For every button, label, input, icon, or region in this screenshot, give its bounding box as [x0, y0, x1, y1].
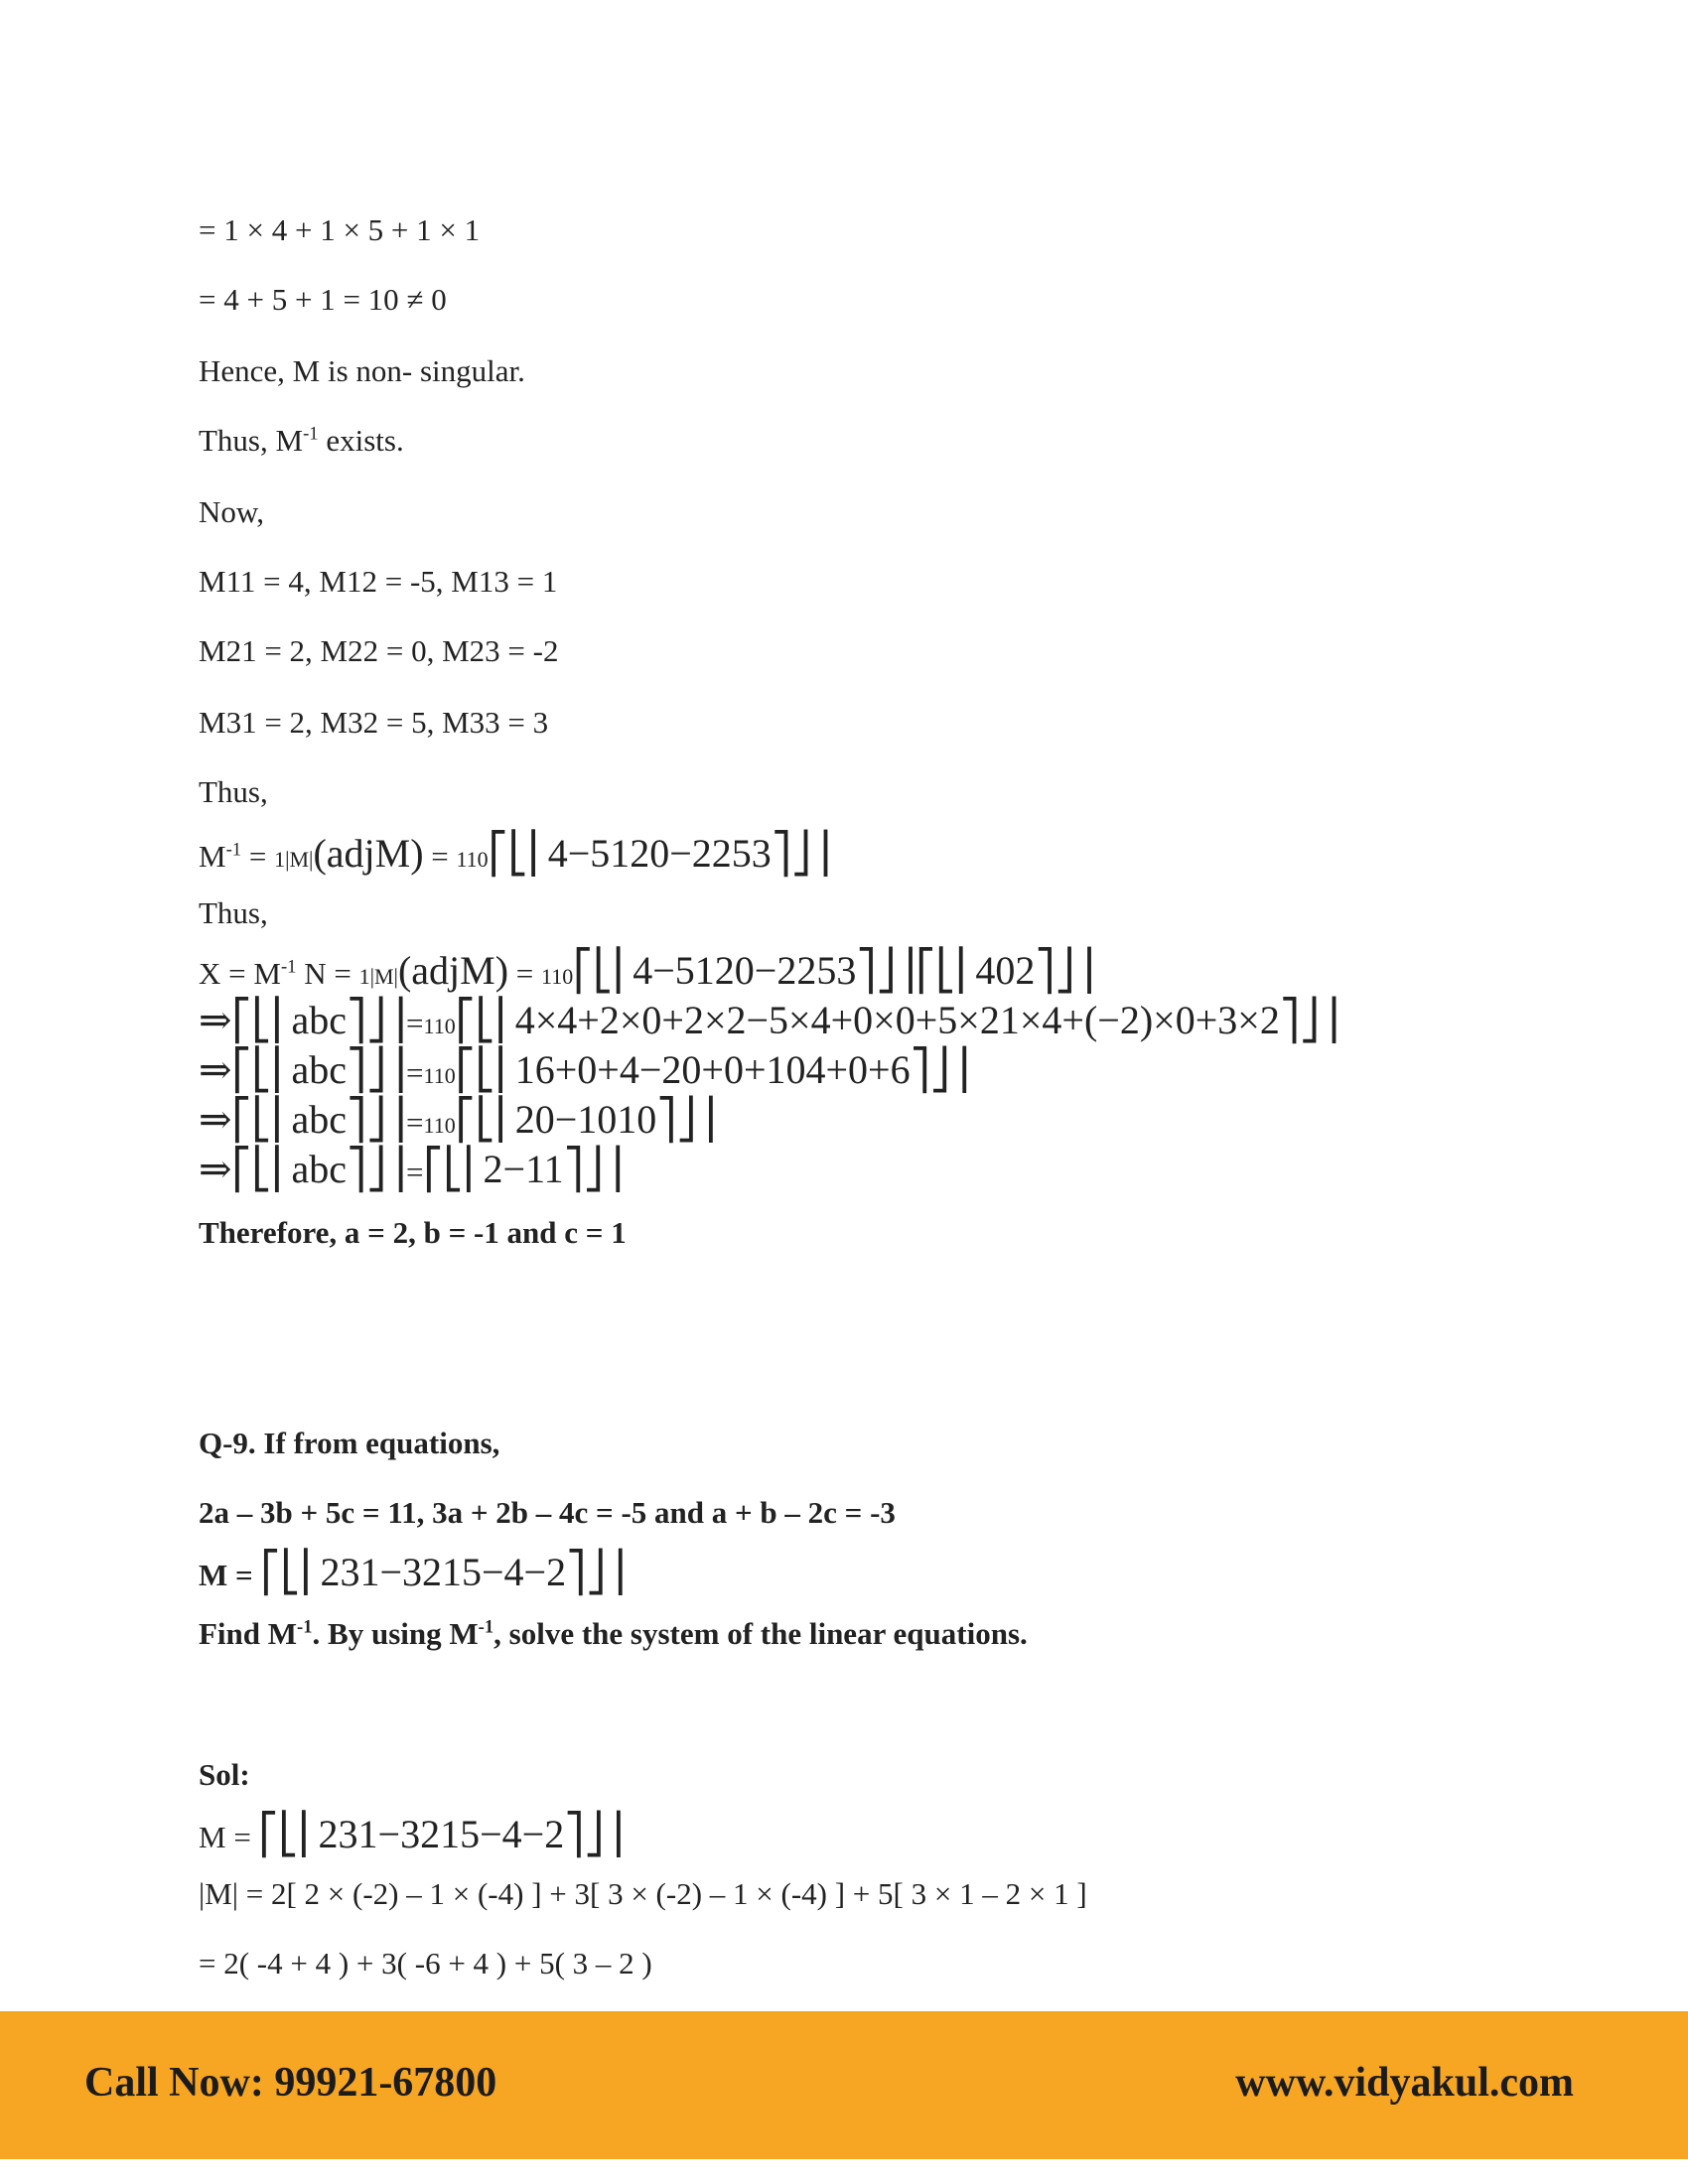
- minors-line: M31 = 2, M32 = 5, M33 = 3: [199, 705, 549, 740]
- determinant-line: |M| = 2[ 2 × (-2) – 1 × (-4) ] + 3[ 3 × (-2) – 1 × (-4) ] + 5[ 3 × 1 – 2 × 1 ]: [199, 1876, 1087, 1911]
- question-title: Q-9. If from equations,: [199, 1426, 500, 1460]
- implication-line: ⇒⎡⎣⎢abc⎤⎦⎥=110⎡⎣⎢4×4+2×0+2×2−5×4+0×0+5×21×4+(−2)×0+3×2⎤⎦⎥: [199, 998, 1339, 1042]
- question-instruction: Find $M^{-1}$. By using $M^{-1}$, solve the system of the linear equations.: [199, 1616, 1028, 1651]
- text-line: Thus, $M^{-1}$ exists.: [199, 423, 404, 458]
- solution-matrix: M = ⎡⎣⎢231−3215−4−2⎤⎦⎥: [199, 1812, 625, 1856]
- website-link[interactable]: www.vidyakul.com: [1235, 2060, 1574, 2106]
- text-line: Thus,: [199, 774, 268, 809]
- question-matrix: M = ⎡⎣⎢231−3215−4−2⎤⎦⎥: [199, 1550, 627, 1594]
- implication-line: ⇒⎡⎣⎢abc⎤⎦⎥=110⎡⎣⎢16+0+4−20+0+104+0+6⎤⎦⎥: [199, 1047, 970, 1092]
- minors-line: M21 = 2, M22 = 0, M23 = -2: [199, 633, 559, 668]
- text-line: Now,: [199, 494, 265, 529]
- footer-bar: [0, 2011, 1688, 2159]
- text-line: Thus,: [199, 895, 268, 930]
- equation-line: = 1 × 4 + 1 × 5 + 1 × 1: [199, 212, 481, 247]
- equation-line: = 4 + 5 + 1 = 10 ≠ 0: [199, 282, 447, 317]
- implication-line: ⇒⎡⎣⎢abc⎤⎦⎥=110⎡⎣⎢20−1010⎤⎦⎥: [199, 1097, 717, 1142]
- implication-line: ⇒⎡⎣⎢abc⎤⎦⎥=⎡⎣⎢2−11⎤⎦⎥: [199, 1147, 624, 1191]
- solution-formula: $X = M^{-1}$ N = 1|M|(adjM) = 110⎡⎣⎢4−5120−2253⎤⎦⎥⎡⎣⎢402⎤⎦⎥: [199, 948, 1095, 993]
- question-equations: 2a – 3b + 5c = 11, 3a + 2b – 4c = -5 and a + b – 2c = -3: [199, 1495, 896, 1530]
- solution-label: Sol:: [199, 1757, 250, 1792]
- call-now-text: Call Now: 99921-67800: [84, 2060, 497, 2106]
- determinant-result-line: = 2( -4 + 4 ) + 3( -6 + 4 ) + 5( 3 – 2 ): [199, 1946, 652, 1980]
- minors-line: M11 = 4, M12 = -5, M13 = 1: [199, 564, 558, 599]
- conclusion-line: Therefore, a = 2, b = -1 and c = 1: [199, 1215, 627, 1250]
- text-line: Hence, M is non- singular.: [199, 353, 525, 388]
- inverse-formula: $M^{-1}$ = 1|M|(adjM) = 110⎡⎣⎢4−5120−2253⎤⎦⎥: [199, 831, 831, 876]
